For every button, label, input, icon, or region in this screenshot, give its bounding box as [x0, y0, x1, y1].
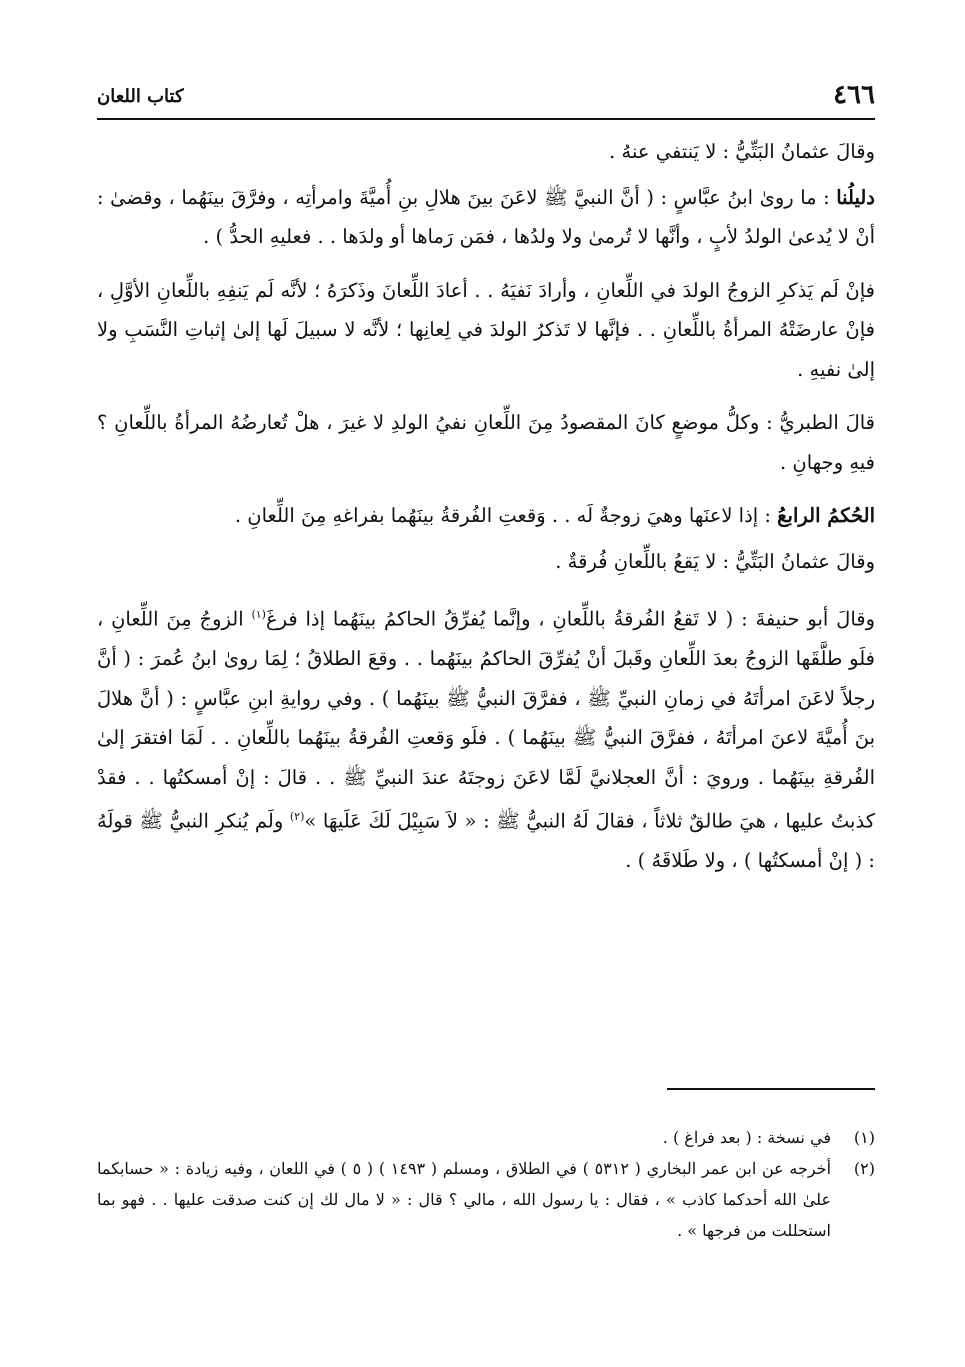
paragraph-1: وقالَ عثمانُ البَتِّيُّ : لا يَنتفي عنهُ .: [609, 140, 875, 163]
header-rule: [97, 118, 875, 120]
paragraph-7-text-c: ولَم يُنكرِ النبيُّ ﷺ قولَهُ : ( إنْ أمسكتُها ) ، ولا طَلاقَهُ ) .: [97, 809, 875, 872]
paragraph-6: وقالَ عثمانُ البَتِّيُّ : لا يَقعُ باللِّعانِ فُرقةٌ .: [555, 549, 875, 573]
footnote-1: [97, 1122, 875, 1153]
footnote-rule: [667, 1088, 875, 1090]
footnote-ref-1[interactable]: (١): [251, 608, 266, 621]
paragraph-2: [97, 178, 875, 257]
footnote-text: في نسخة : ( بعد فراغ ) .: [662, 1128, 831, 1147]
paragraph-7-text-a: وقالَ أبو حنيفةَ : ( لا تَقعُ الفُرقةُ باللِّعانِ ، وإنَّما يُفرِّقُ الحاكمُ بينَهُما إذا فرغَ: [265, 607, 876, 631]
footnote-2: [97, 1153, 875, 1246]
running-title: كتاب اللعان: [97, 86, 184, 107]
paragraph-5-text: : إذا لاعنَها وهيَ زوجةٌ لَه . . وَقعتِ الفُرقةُ بينَهُما بفراغهِ مِنَ اللِّعانِ .: [234, 504, 778, 527]
footnote-text: أخرجه عن ابن عمر البخاري ( ٥٣١٢ ) في الطلاق ، ومسلم ( ١٤٩٣ ) ( ٥ ) في اللعان ، وفيه زيادة : « حسابكما علىٰ الله أحدكما كاذب » ، فقال : يا رسول الله ، مالي ؟ قال : « لا مال لك إن كنت صدقت عليها . . فهو بما استحللت من فرجها » .: [97, 1159, 832, 1240]
paragraph-7: [97, 595, 875, 881]
paragraph-2-lead: دليلُنا: [836, 185, 875, 209]
paragraph-7-text-b: الزوجُ مِنَ اللِّعانِ ، فلَو طلَّقَها الزوجُ بعدَ اللِّعانِ وقَبلَ أنْ يُفرِّقَ الحاكمُ بينَهُما . . وقعَ الطلاقُ ؛ لِمَا روىٰ ابنُ عُمرَ : ( أنَّ رجلاً لاعَنَ امرأتَهُ في زمانِ النبيِّ ﷺ ، ففرَّقَ النبيُّ ﷺ بينَهُما ) . وفي روايةِ ابنِ عبَّاسٍ : ( أنَّ هلالَ بنَ أُميَّةَ لاعنَ امرأتَهُ ، ففرَّقَ النبيُّ ﷺ بينَهُما ) . فلَو وَقعتِ الفُرقةُ بينَهُما باللِّعانِ . . لَمَا افتقرَ إلىٰ الفُرقةِ بينَهُما . ورويَ : أنَّ العجلانيَّ لَمَّا لاعَنَ زوجتَهُ عندَ النبيِّ ﷺ . . قالَ : إنْ أمسكتُها . . فقدْ كذبتُ عليها ، هيَ طالقٌ ثلاثاً ، فقالَ لَهُ النبيُّ ﷺ : « لاَ سَبِيْلَ لَكَ عَلَيهَا »: [97, 607, 875, 833]
footnote-number: (١): [853, 1128, 875, 1147]
page-header: [97, 78, 875, 116]
footnotes: [97, 1122, 875, 1246]
paragraph-3: فإنْ لَم يَذكرِ الزوجُ الولدَ في اللِّعانِ ، وأرادَ نَفيَهُ . . أعادَ اللِّعانَ وذَكرَهُ ؛ لأنَّه لَم يَنفِهِ باللِّعانِ الأوَّلِ ، فإنْ عارضَتْهُ المرأةُ باللِّعانِ . . فإنَّها لا تَذكرُ الولدَ في لِعانِها ؛ لأنَّه لا سبيلَ لَها إلىٰ إثباتِ النَّسَبِ ولا إلىٰ نفيهِ .: [97, 278, 875, 381]
page-number: ٤٦٦: [833, 80, 875, 110]
main-text: [97, 132, 875, 895]
paragraph-4: قالَ الطبريُّ : وكلُّ موضعٍ كانَ المقصودُ مِنَ اللِّعانِ نفيُ الولدِ لا غيرَ ، هلْ تُعارضُهُ المرأةُ باللِّعانِ ؟ فيهِ وجهانِ .: [97, 411, 875, 474]
footnote-number: (٢): [853, 1159, 875, 1178]
paragraph-5-lead: الحُكمُ الرابعُ: [777, 504, 875, 527]
paragraph-5: [97, 496, 875, 536]
footnote-ref-2[interactable]: (٢): [289, 810, 305, 823]
paragraph-2-text: : ما روىٰ ابنُ عبَّاسٍ : ( أنَّ النبيَّ ﷺ لاعَنَ بينَ هلالِ بنِ أُميَّةَ وامرأتِه ، وفرَّقَ بينَهُما ، وقضىٰ : أنْ لا يُدعىٰ الولدُ لأبٍ ، وأنَّها لا تُرمىٰ ولا ولدُها ، فمَن رَماها أو ولدَها . . فعليهِ الحدُّ ) .: [97, 185, 875, 248]
